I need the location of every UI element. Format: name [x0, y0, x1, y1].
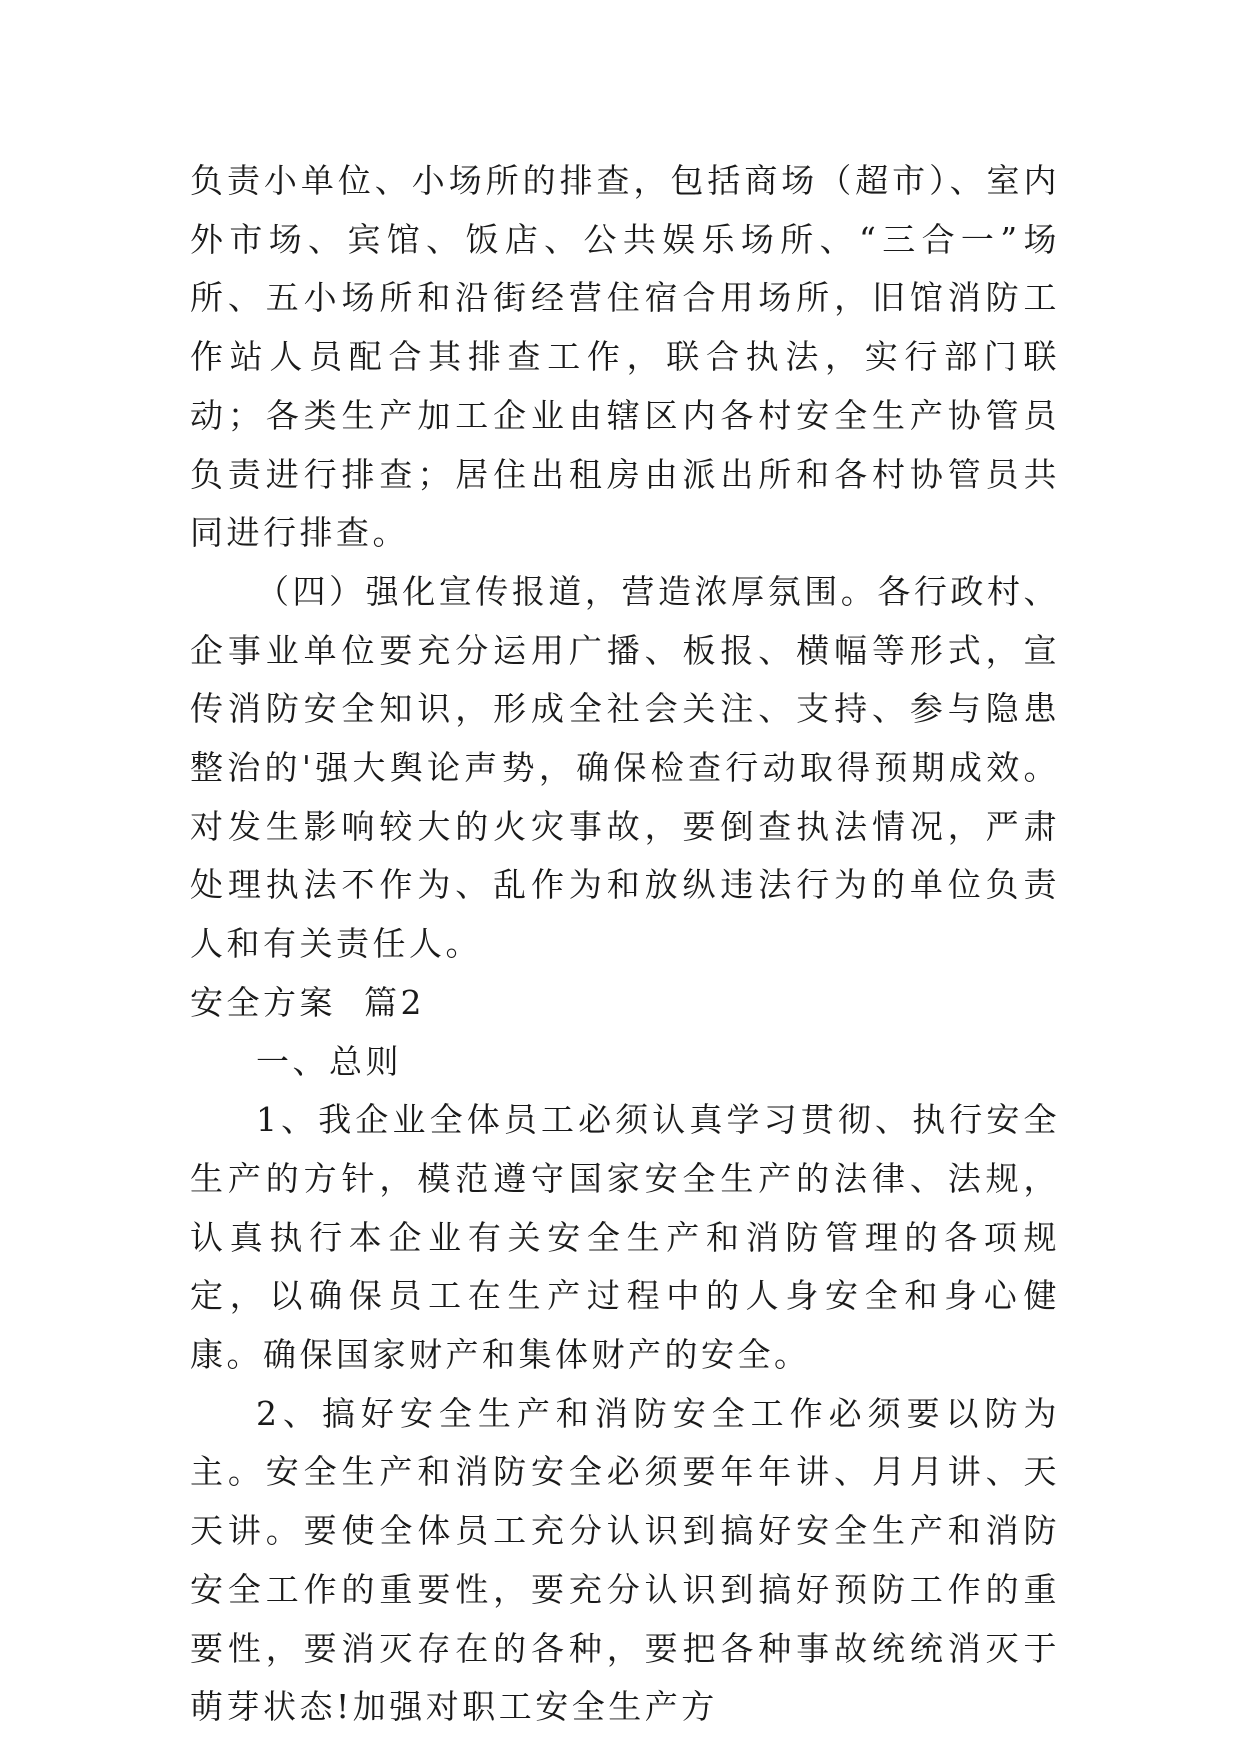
section-title: 安全方案 篇2 — [190, 982, 425, 1022]
rule-item-1: 1、我企业全体员工必须认真学习贯彻、执行安全生产的方针，模范遵守国家安全生产的法律、法规，认真执行本企业有关安全生产和消防管理的各项规定，以确保员工在生产过程中的人身安全和身心健康。确保国家财产和集体财产的安全。 — [190, 1100, 1060, 1375]
document-body — [190, 152, 1060, 1737]
sub-heading-general-provisions: 一、总则 — [256, 1041, 402, 1081]
rule-item-2: 2、搞好安全生产和消防安全工作必须要以防为主。安全生产和消防安全必须要年年讲、月月讲、天天讲。要使全体员工充分认识到搞好安全生产和消防安全工作的重要性，要充分认识到搞好预防工作的重要性，要消灭存在的各种，要把各种事故统统消灭于萌芽状态!加强对职工安全生产方 — [190, 1393, 1060, 1727]
paragraph-publicity: （四）强化宣传报道，营造浓厚氛围。各行政村、企事业单位要充分运用广播、板报、横幅等形式，宣传消防安全知识，形成全社会关注、支持、参与隐患整治的'强大舆论声势，确保检查行动取得预期成效。对发生影响较大的火灾事故，要倒查执法情况，严肃处理执法不作为、乱作为和放纵违法行为的单位负责人和有关责任人。 — [190, 571, 1060, 964]
paragraph-inspection-scope: 负责小单位、小场所的排查，包括商场（超市）、室内外市场、宾馆、饭店、公共娱乐场所、“三合一”场所、五小场所和沿街经营住宿合用场所，旧馆消防工作站人员配合其排查工作，联合执法，实行部门联动；各类生产加工企业由辖区内各村安全生产协管员负责进行排查；居住出租房由派出所和各村协管员共同进行排查。 — [190, 161, 1060, 553]
